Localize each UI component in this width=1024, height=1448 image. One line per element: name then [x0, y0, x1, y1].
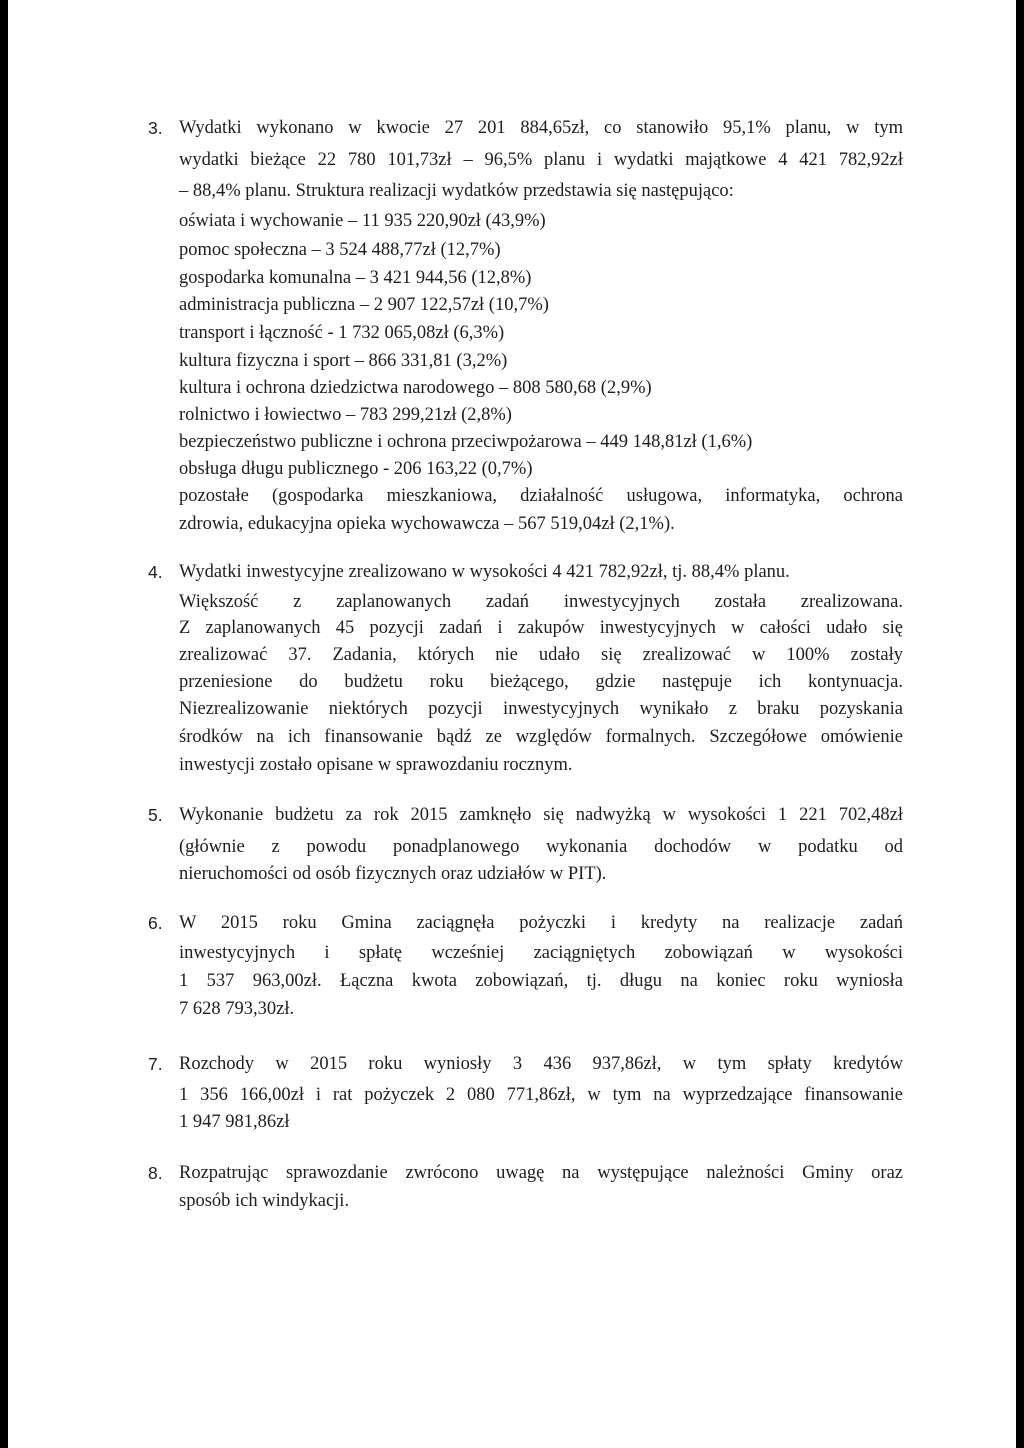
text-line: 1 356 166,00zł i rat pożyczek 2 080 771,86zł, w tym na wyprzedzające finansowanie [179, 1085, 903, 1105]
text-line: przeniesione do budżetu roku bieżącego, gdzie następuje ich kontynuacja. [179, 672, 903, 692]
text-line: pozostałe (gospodarka mieszkaniowa, działalność usługowa, informatyka, ochrona [179, 486, 903, 506]
text-line: Większość z zaplanowanych zadań inwestycyjnych została zrealizowana. [179, 592, 903, 612]
item-number: 6. [148, 913, 163, 933]
text-line: rolnictwo i łowiectwo – 783 299,21zł (2,8%) [179, 405, 512, 425]
text-line: 1 537 963,00zł. Łączna kwota zobowiązań, tj. długu na koniec roku wyniosła [179, 971, 903, 991]
text-line: 7 628 793,30zł. [179, 999, 295, 1019]
text-line: (głównie z powodu ponadplanowego wykonania dochodów w podatku od [179, 837, 903, 857]
text-line: Niezrealizowanie niektórych pozycji inwestycyjnych wynikało z braku pozyskania [179, 699, 903, 719]
item-number: 7. [148, 1054, 163, 1074]
text-line: środków na ich finansowanie bądź ze względów formalnych. Szczegółowe omówienie [179, 727, 903, 747]
text-line: gospodarka komunalna – 3 421 944,56 (12,8%) [179, 268, 532, 288]
text-line: W 2015 roku Gmina zaciągnęła pożyczki i kredyty na realizacje zadań [179, 913, 903, 933]
text-line: Z zaplanowanych 45 pozycji zadań i zakupów inwestycyjnych w całości udało się [179, 618, 903, 638]
text-line: Wydatki inwestycyjne zrealizowano w wysokości 4 421 782,92zł, tj. 88,4% planu. [179, 562, 790, 582]
text-line: Rozchody w 2015 roku wyniosły 3 436 937,86zł, w tym spłaty kredytów [179, 1054, 903, 1074]
text-line: obsługa długu publicznego - 206 163,22 (0,7%) [179, 459, 533, 479]
text-line: inwestycji zostało opisane w sprawozdaniu rocznym. [179, 755, 573, 775]
text-line: zrealizować 37. Zadania, których nie udało się zrealizować w 100% zostały [179, 645, 903, 665]
text-line: bezpieczeństwo publiczne i ochrona przeciwpożarowa – 449 148,81zł (1,6%) [179, 432, 753, 452]
text-line: wydatki bieżące 22 780 101,73zł – 96,5% planu i wydatki majątkowe 4 421 782,92zł [179, 150, 903, 170]
text-line: 1 947 981,86zł [179, 1112, 290, 1132]
text-line: Wydatki wykonano w kwocie 27 201 884,65zł, co stanowiło 95,1% planu, w tym [179, 118, 903, 138]
item-number: 8. [148, 1163, 163, 1183]
text-line: Rozpatrując sprawozdanie zwrócono uwagę na występujące należności Gminy oraz [179, 1163, 903, 1183]
text-line: kultura fizyczna i sport – 866 331,81 (3,2%) [179, 351, 508, 371]
text-line: sposób ich windykacji. [179, 1191, 350, 1211]
text-line: nieruchomości od osób fizycznych oraz udziałów w PIT). [179, 864, 607, 884]
text-line: – 88,4% planu. Struktura realizacji wydatków przedstawia się następująco: [179, 181, 734, 201]
item-number: 5. [148, 805, 163, 825]
text-line: oświata i wychowanie – 11 935 220,90zł (43,9%) [179, 211, 546, 231]
text-line: administracja publiczna – 2 907 122,57zł (10,7%) [179, 295, 549, 315]
text-line: zdrowia, edukacyjna opieka wychowawcza – 567 519,04zł (2,1%). [179, 514, 675, 534]
text-line: transport i łączność - 1 732 065,08zł (6,3%) [179, 323, 505, 343]
text-line: kultura i ochrona dziedzictwa narodowego – 808 580,68 (2,9%) [179, 378, 652, 398]
text-line: Wykonanie budżetu za rok 2015 zamknęło się nadwyżką w wysokości 1 221 702,48zł [179, 805, 903, 825]
item-number: 4. [148, 562, 163, 582]
item-number: 3. [148, 118, 163, 138]
text-line: pomoc społeczna – 3 524 488,77zł (12,7%) [179, 240, 501, 260]
text-line: inwestycyjnych i spłatę wcześniej zaciągniętych zobowiązań w wysokości [179, 943, 903, 963]
